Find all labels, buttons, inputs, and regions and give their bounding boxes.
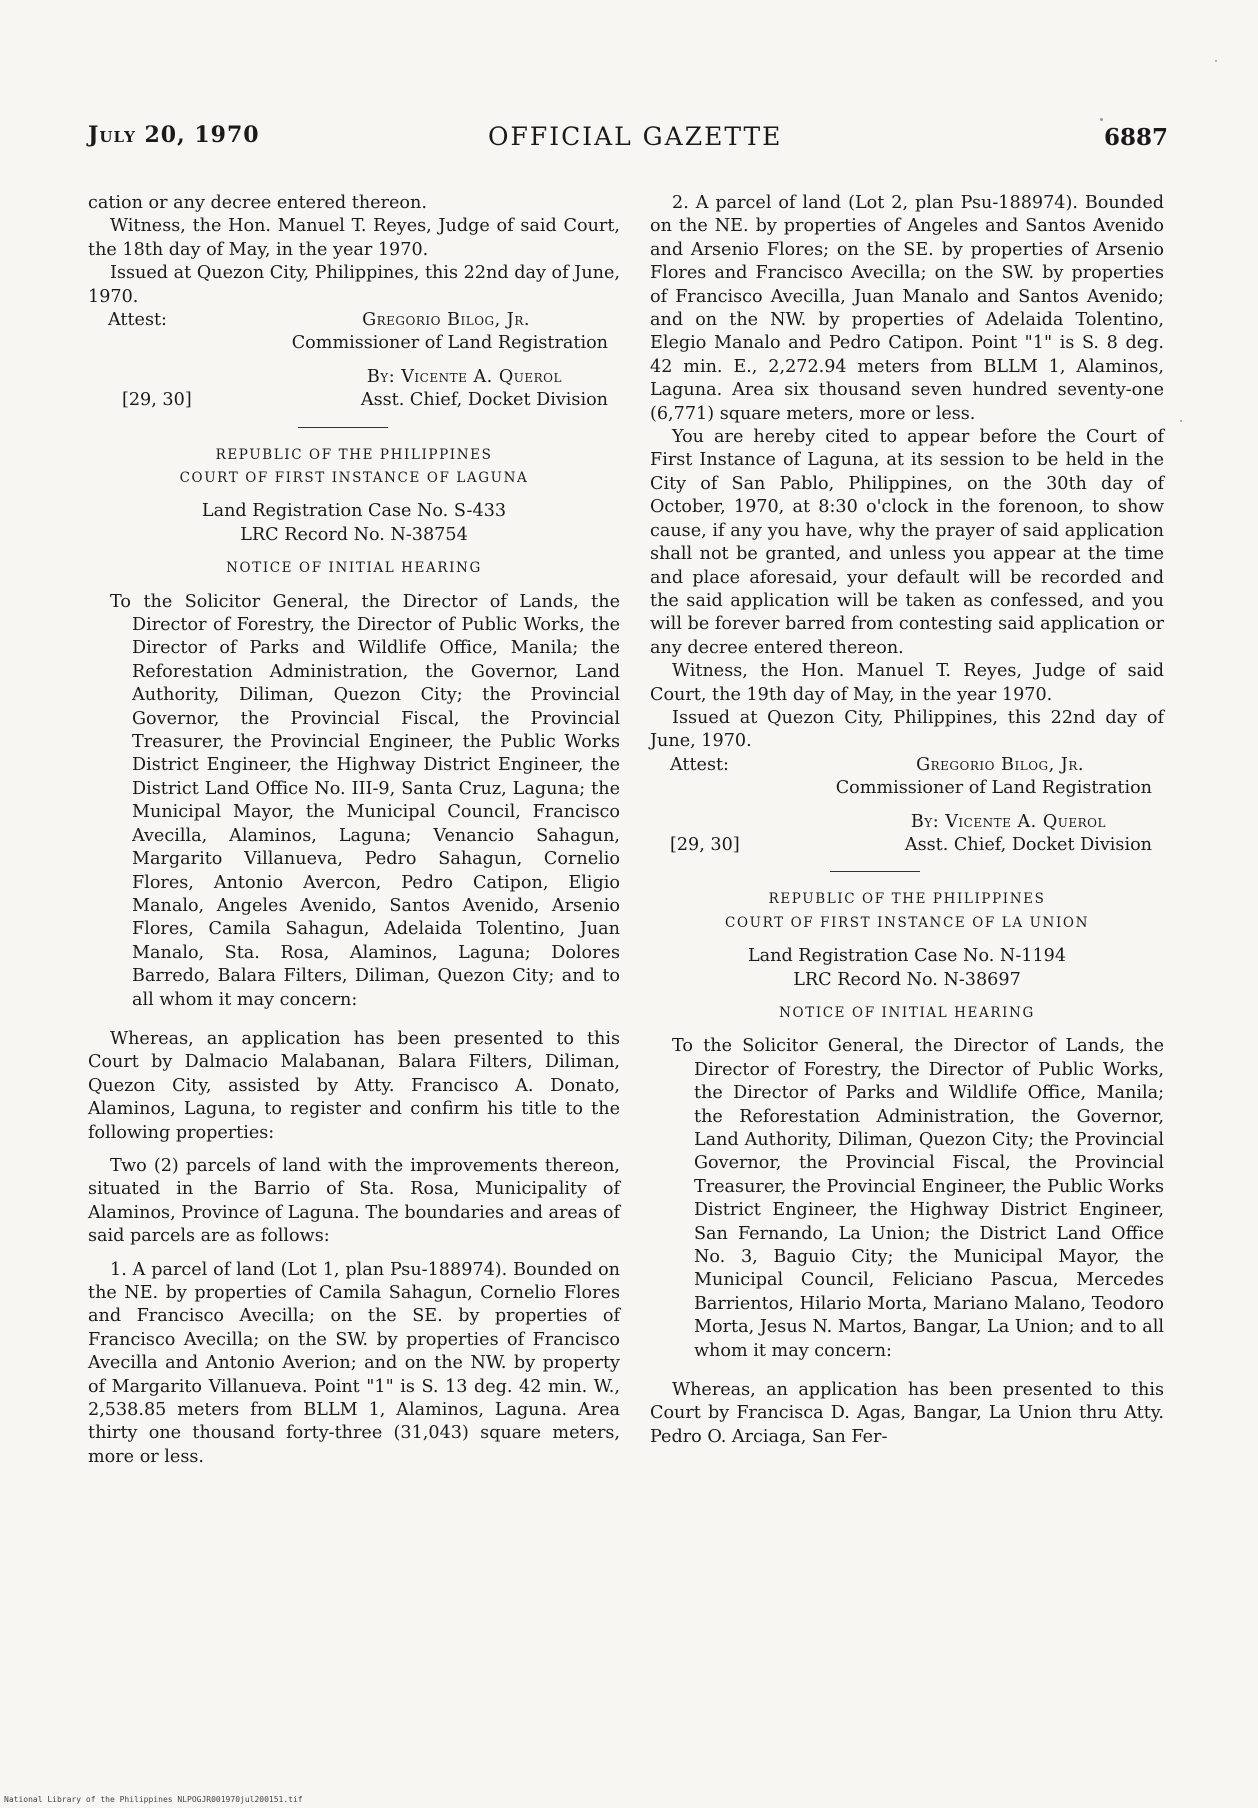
ref-row xyxy=(650,834,1164,857)
notice-title: NOTICE OF INITIAL HEARING xyxy=(226,560,482,577)
by-title: Asst. Chief, Docket Division xyxy=(904,834,1152,855)
scan-speck xyxy=(1180,420,1182,422)
header-page-number: 6887 xyxy=(1103,124,1168,151)
page-header xyxy=(88,122,1168,162)
section-divider xyxy=(830,871,920,872)
whereas-paragraph: Whereas, an application has been presented to this Court by Dalmacio Malabanan, Balara Filters, Diliman, Quezon City, assisted by Atty. Francisco A. Donato, Alaminos, Laguna, to register and confirm his title to the following properties: xyxy=(88,1028,620,1143)
case-number: Land Registration Case No. N-1194 xyxy=(747,946,1067,967)
issue-ref: [29, 30] xyxy=(670,834,740,855)
left-column xyxy=(88,192,620,1469)
signatory-name: Gregorio Bilog, Jr. xyxy=(916,754,1084,775)
witness-paragraph: Witness, the Hon. Manuel T. Reyes, Judge of said Court, the 19th day of May, in the year 1970. xyxy=(650,661,1164,705)
attest-label: Attest: xyxy=(108,310,167,331)
scan-speck xyxy=(1100,118,1103,121)
signatory-title: Commissioner of Land Registration xyxy=(835,778,1152,799)
signatory-name: Gregorio Bilog, Jr. xyxy=(362,310,530,331)
witness-paragraph: Witness, the Hon. Manuel T. Reyes, Judge of said Court, the 18th day of May, in the year 1970. xyxy=(88,216,620,260)
attest-label: Attest: xyxy=(670,754,729,775)
by-row xyxy=(88,366,620,389)
parcel-two-paragraph: 2. A parcel of land (Lot 2, plan Psu-188974). Bounded on the NE. by properties of Angeles and Santos Avenido and Arsenio Flores; on the SE. by properties of Arsenio Flores and Francisco Avecilla; on the SW. by properties of Francisco Avecilla, Juan Manalo and Santos Avenido; and on the NW. by properties of Adelaida Tolentino, Elegio Manalo and Pedro Catipon. Point "1" is S. 8 deg. 42 min. E., 2,272.94 meters from BLLM 1, Alaminos, Laguna. Area six thousand seven hundred seventy-one (6,771) square meters, more or less. xyxy=(650,193,1164,424)
issued-paragraph: Issued at Quezon City, Philippines, this 22nd day of June, 1970. xyxy=(650,707,1164,752)
by-title: Asst. Chief, Docket Division xyxy=(360,390,608,411)
addressees-paragraph: To the Solicitor General, the Director of Lands, the Director of Forestry, the Director of Public Works, the Director of Parks and Wildlife Office, Manila; the Reforestation Administration, the Governor, Land Authority, Diliman, Quezon City; the Provincial Governor, the Provincial Fiscal, the Provincial Treasurer, the Provincial Engineer, the Public Works District Engineer, the Highway District Engineer, San Fernando, La Union; the District Land Office No. 3, Baguio City; the Municipal Mayor, the Municipal Council, Feliciano Pascua, Mercedes Barrientos, Hilario Morta, Mariano Malano, Teodoro Morta, Jesus N. Martos, Bangar, La Union; and to all whom it may concern: xyxy=(672,1036,1164,1361)
by-row xyxy=(650,811,1164,834)
notice-title: NOTICE OF INITIAL HEARING xyxy=(779,1004,1035,1021)
by-line: By: Vicente A. Querol xyxy=(366,366,562,387)
whereas-paragraph: Whereas, an application has been presented to this Court by Francisca D. Agas, Bangar, La Union thru Atty. Pedro O. Arciaga, San Fer- xyxy=(650,1380,1164,1447)
issued-paragraph: Issued at Quezon City, Philippines, this 22nd day of June, 1970. xyxy=(88,263,620,307)
right-column xyxy=(650,192,1164,1449)
scan-speck xyxy=(1215,60,1217,62)
parcel-one-paragraph: 1. A parcel of land (Lot 1, plan Psu-188974). Bounded on the NE. by properties of Camila Sahagun, Cornelio Flores and Francisco Avecilla; on the SE. by properties of Francisco Avecilla; on the SW. by properties of Francisco Avecilla and Antonio Averion; and on the NW. by property of Margarito Villanueva. Point "1" is S. 13 deg. 42 min. W., 2,538.85 meters from BLLM 1, Alaminos, Laguna. Area thirty one thousand forty-three (31,043) square meters, more or less. xyxy=(88,1259,620,1467)
attest-row xyxy=(88,309,620,332)
court-heading: COURT OF FIRST INSTANCE OF LA UNION xyxy=(725,914,1089,931)
case-number: Land Registration Case No. S-433 xyxy=(201,501,507,522)
by-line: By: Vicente A. Querol xyxy=(910,811,1106,832)
header-title: OFFICIAL GAZETTE xyxy=(488,122,783,151)
continued-line: cation or any decree entered thereon. xyxy=(88,193,427,213)
header-date: July 20, 1970 xyxy=(88,122,260,148)
scan-footer: National Library of the Philippines NLPOGJR001970jul200151.tif xyxy=(4,1795,303,1804)
lrc-record: LRC Record No. N-38697 xyxy=(793,969,1021,990)
signatory-title-row xyxy=(650,777,1164,800)
attest-row xyxy=(650,754,1164,777)
addressees-paragraph: To the Solicitor General, the Director of Lands, the Director of Forestry, the Director of Public Works, the Director of Parks and Wildlife Office, Manila; the Reforestation Administration, the Governor, Land Authority, Diliman, Quezon City; the Provincial Governor, the Provincial Fiscal, the Provincial Treasurer, the Provincial Engineer, the Public Works District Engineer, the Highway District Engineer, the District Land Office No. III-9, Santa Cruz, Laguna; the Municipal Mayor, the Municipal Council, Francisco Avecilla, Alaminos, Laguna; Venancio Sahagun, Margarito Villanueva, Pedro Sahagun, Cornelio Flores, Antonio Avercon, Pedro Catipon, Eligio Manalo, Angeles Avenido, Santos Avenido, Arsenio Flores, Camila Sahagun, Adelaida Tolentino, Juan Manalo, Sta. Rosa, Alaminos, Laguna; Dolores Barredo, Balara Filters, Diliman, Quezon City; and to all whom it may concern: xyxy=(110,591,620,1010)
republic-heading: REPUBLIC OF THE PHILIPPINES xyxy=(768,891,1046,908)
republic-heading: REPUBLIC OF THE PHILIPPINES xyxy=(215,446,493,463)
parcels-paragraph: Two (2) parcels of land with the improvements thereon, situated in the Barrio of Sta. Rosa, Municipality of Alaminos, Province of Laguna. The boundaries and areas of said parcels are as follows: xyxy=(88,1155,620,1247)
cited-paragraph: You are hereby cited to appear before the Court of First Instance of Laguna, at its session to be held in the City of San Pablo, Philippines, on the 30th day of October, 1970, at 8:30 o'clock in the forenoon, to show cause, if any you have, why the prayer of said application shall not be granted, and unless you appear at the time and place aforesaid, your default will be recorded and the said application will be taken as confessed, and you will be forever barred from contesting said application or any decree entered thereon. xyxy=(650,427,1164,658)
signatory-title: Commissioner of Land Registration xyxy=(291,333,608,354)
ref-row xyxy=(88,389,620,412)
signatory-title-row xyxy=(88,332,620,355)
lrc-record: LRC Record No. N-38754 xyxy=(240,524,468,545)
issue-ref: [29, 30] xyxy=(122,390,192,411)
court-heading: COURT OF FIRST INSTANCE OF LAGUNA xyxy=(179,470,529,486)
section-divider xyxy=(298,427,388,428)
